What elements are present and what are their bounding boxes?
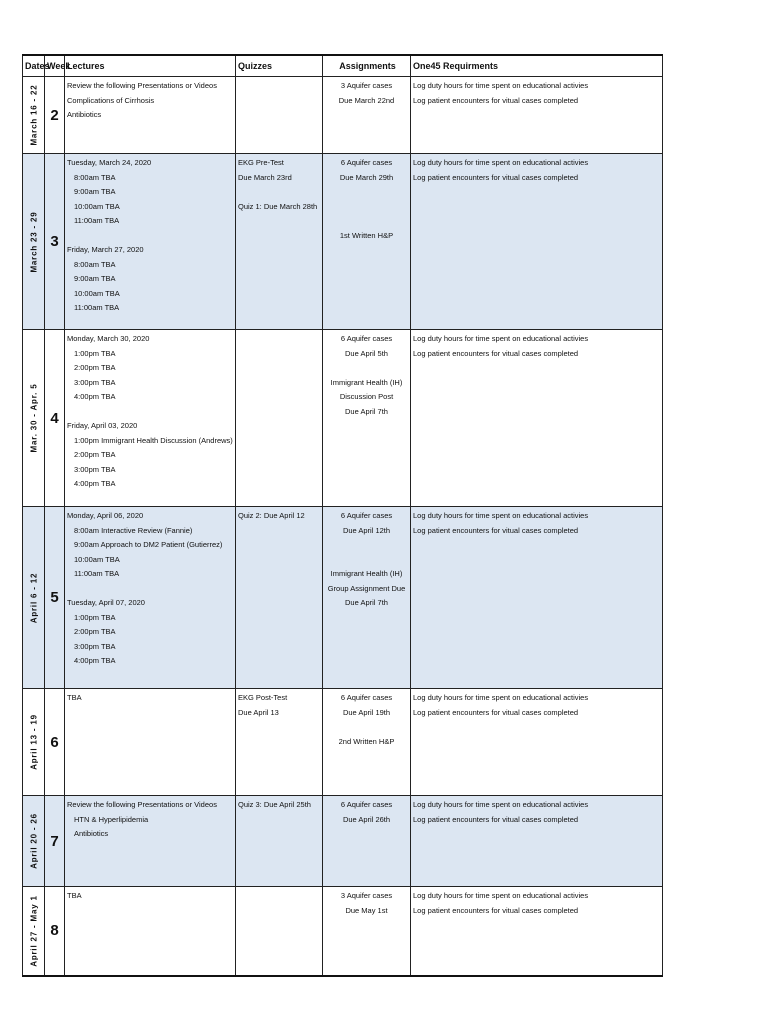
header-row	[23, 55, 663, 77]
lectures-line: Monday, April 06, 2020	[67, 511, 144, 520]
dates-cell	[23, 507, 45, 689]
quizzes-cell	[236, 330, 323, 507]
table-row	[23, 154, 663, 330]
one45-line: Log duty hours for time spent on educational activies	[413, 693, 589, 702]
lectures-line: 10:00am TBA	[74, 554, 120, 564]
date-range-label: April 13 - 19	[29, 714, 38, 770]
week-number: 8	[45, 887, 65, 976]
lectures-line: 11:00am TBA	[74, 303, 120, 312]
lectures-line: 1:00pm TBA	[74, 612, 116, 622]
assignments-line: Group Assignment Due	[327, 583, 406, 593]
assignments-line: Due April 7th	[345, 406, 388, 416]
lectures-line: TBA	[67, 693, 82, 702]
one45-cell	[411, 887, 663, 976]
assignments-line: Due April 7th	[345, 598, 388, 607]
lectures-cell	[65, 507, 236, 689]
assignments-line: Due April 12th	[342, 525, 391, 535]
lectures-line: 9:00am TBA	[74, 274, 116, 283]
lectures-line: 10:00am TBA	[74, 288, 120, 298]
lectures-cell	[65, 77, 236, 154]
assignments-cell	[323, 77, 411, 154]
week-number: 3	[45, 154, 65, 330]
quizzes-line	[238, 185, 320, 200]
lectures-line: 9:00am Approach to DM2 Patient (Gutierrez)	[74, 540, 223, 549]
one45-cell	[411, 77, 663, 154]
assignments-cell	[323, 887, 411, 976]
lectures-line: 1:00pm Immigrant Health Discussion (Andrews)	[74, 435, 233, 445]
lectures-line: 8:00am Interactive Review (Fannie)	[74, 525, 193, 535]
table-row	[23, 887, 663, 976]
week-number: 2	[45, 77, 65, 154]
assignments-line: Due April 26th	[342, 814, 391, 824]
quizzes-line: Quiz 1: Due March 28th	[238, 201, 318, 211]
lectures-line: 2:00pm TBA	[74, 450, 116, 459]
assignments-cell	[323, 330, 411, 507]
date-range-label: Mar. 30 - Apr. 5	[29, 383, 38, 453]
week-number: 4	[45, 330, 65, 507]
quizzes-cell	[236, 507, 323, 689]
date-range-label: March 23 - 29	[29, 210, 38, 273]
lectures-line: Friday, March 27, 2020	[67, 245, 144, 254]
assignments-line: 2nd Written H&P	[338, 736, 395, 746]
header-assignments: Assignments	[323, 55, 411, 77]
one45-cell	[411, 689, 663, 796]
lectures-line: TBA	[67, 891, 82, 900]
lectures-line: 3:00pm TBA	[74, 641, 116, 651]
lectures-line: Monday, March 30, 2020	[67, 334, 150, 343]
lectures-line: Friday, April 03, 2020	[67, 421, 138, 430]
date-range-label: April 6 - 12	[29, 572, 38, 623]
schedule-sheet	[22, 54, 662, 977]
dates-cell	[23, 689, 45, 796]
dates-cell	[23, 887, 45, 976]
quizzes-line: Quiz 3: Due April 25th	[238, 800, 311, 809]
assignments-line	[325, 200, 408, 215]
quizzes-line: Due March 23rd	[238, 172, 292, 182]
assignments-line: Due March 29th	[339, 172, 394, 182]
schedule-table	[22, 54, 663, 977]
lectures-cell	[65, 330, 236, 507]
assignments-cell	[323, 689, 411, 796]
assignments-line	[325, 720, 408, 735]
table-row	[23, 330, 663, 507]
dates-cell	[23, 77, 45, 154]
assignments-line: 3 Aquifer cases	[340, 891, 393, 900]
one45-line: Log duty hours for time spent on educational activies	[413, 158, 589, 167]
lectures-line: 8:00am TBA	[74, 172, 116, 182]
quizzes-cell	[236, 154, 323, 330]
one45-line: Log patient encounters for vitual cases completed	[413, 814, 579, 824]
assignments-line: 1st Written H&P	[339, 230, 394, 240]
lectures-line: 4:00pm TBA	[74, 656, 116, 665]
lectures-line	[67, 582, 233, 597]
assignments-line: Immigrant Health (IH)	[330, 569, 403, 578]
one45-cell	[411, 796, 663, 887]
table-row	[23, 689, 663, 796]
lectures-line: 2:00pm TBA	[74, 363, 116, 372]
assignments-line	[325, 361, 408, 376]
one45-line: Log patient encounters for vitual cases completed	[413, 525, 579, 535]
one45-line: Log duty hours for time spent on educational activies	[413, 891, 589, 900]
quizzes-line: EKG Post-Test	[238, 693, 288, 702]
assignments-line: Immigrant Health (IH)	[330, 377, 403, 387]
week-number: 6	[45, 689, 65, 796]
lectures-line	[67, 405, 233, 420]
assignments-line: Due April 5th	[345, 348, 388, 358]
one45-line: Log patient encounters for vitual cases completed	[413, 348, 579, 358]
assignments-line: Due March 22nd	[338, 95, 395, 105]
table-row	[23, 796, 663, 887]
assignments-line: 6 Aquifer cases	[340, 334, 393, 343]
table-row	[23, 507, 663, 689]
quizzes-cell	[236, 77, 323, 154]
lectures-line: Complications of Cirrhosis	[67, 95, 155, 105]
lectures-cell	[65, 689, 236, 796]
lectures-cell	[65, 154, 236, 330]
assignments-line	[325, 185, 408, 200]
assignments-line	[325, 214, 408, 229]
assignments-line	[325, 553, 408, 568]
table-row	[23, 77, 663, 154]
week-number: 7	[45, 796, 65, 887]
lectures-line: 1:00pm TBA	[74, 348, 116, 358]
quizzes-line: Due April 13	[238, 707, 279, 717]
lectures-line: 2:00pm TBA	[74, 627, 116, 636]
lectures-line: 11:00am TBA	[74, 569, 120, 578]
header-lectures: Lectures	[65, 55, 236, 77]
week-number: 5	[45, 507, 65, 689]
lectures-cell	[65, 887, 236, 976]
quizzes-cell	[236, 689, 323, 796]
assignments-line: 3 Aquifer cases	[340, 81, 393, 90]
header-quizzes: Quizzes	[236, 55, 323, 77]
quizzes-line: Quiz 2: Due April 12	[238, 511, 305, 520]
assignments-cell	[323, 796, 411, 887]
header-week: Week	[45, 55, 65, 77]
lectures-line: 9:00am TBA	[74, 187, 116, 196]
assignments-line: 6 Aquifer cases	[340, 800, 393, 809]
lectures-line: 3:00pm TBA	[74, 377, 116, 387]
assignments-cell	[323, 154, 411, 330]
one45-line: Log duty hours for time spent on educational activies	[413, 800, 589, 809]
lectures-cell	[65, 796, 236, 887]
assignments-line: Due May 1st	[345, 905, 388, 915]
lectures-line	[67, 229, 233, 244]
assignments-line: 6 Aquifer cases	[340, 693, 393, 702]
lectures-line: 10:00am TBA	[74, 201, 120, 211]
lectures-line: Antibiotics	[67, 110, 102, 119]
lectures-line: Antibiotics	[74, 829, 109, 838]
assignments-line: 6 Aquifer cases	[340, 511, 393, 520]
assignments-line: 6 Aquifer cases	[340, 158, 393, 167]
quizzes-cell	[236, 887, 323, 976]
schedule-body	[23, 77, 663, 976]
one45-line: Log duty hours for time spent on educational activies	[413, 334, 589, 343]
lectures-line: Tuesday, March 24, 2020	[67, 158, 152, 167]
dates-cell	[23, 330, 45, 507]
date-range-label: April 20 - 26	[29, 813, 38, 869]
one45-cell	[411, 154, 663, 330]
one45-line: Log patient encounters for vitual cases completed	[413, 172, 579, 182]
one45-line: Log duty hours for time spent on educational activies	[413, 511, 589, 520]
lectures-line: Review the following Presentations or Videos	[67, 800, 217, 809]
assignments-line	[325, 538, 408, 553]
lectures-line: 3:00pm TBA	[74, 464, 116, 474]
one45-line: Log patient encounters for vitual cases completed	[413, 95, 579, 105]
lectures-line: 11:00am TBA	[74, 216, 120, 225]
quizzes-cell	[236, 796, 323, 887]
assignments-line: Discussion Post	[339, 392, 394, 401]
assignments-cell	[323, 507, 411, 689]
lectures-line: Review the following Presentations or Videos	[67, 81, 217, 90]
one45-line: Log patient encounters for vitual cases completed	[413, 707, 579, 717]
header-one45: One45 Requirments	[411, 55, 663, 77]
header-dates: Dates	[23, 55, 45, 77]
assignments-line: Due April 19th	[342, 707, 391, 717]
dates-cell	[23, 796, 45, 887]
date-range-label: March 16 - 22	[29, 84, 38, 146]
one45-cell	[411, 507, 663, 689]
lectures-line: HTN & Hyperlipidemia	[74, 814, 149, 824]
lectures-line: 4:00pm TBA	[74, 479, 116, 488]
one45-cell	[411, 330, 663, 507]
date-range-label: April 27 - May 1	[29, 895, 38, 967]
one45-line: Log patient encounters for vitual cases completed	[413, 905, 579, 915]
quizzes-line: EKG Pre-Test	[238, 158, 284, 167]
one45-line: Log duty hours for time spent on educational activies	[413, 81, 589, 90]
lectures-line: 4:00pm TBA	[74, 392, 116, 401]
lectures-line: 8:00am TBA	[74, 259, 116, 269]
dates-cell	[23, 154, 45, 330]
lectures-line: Tuesday, April 07, 2020	[67, 598, 145, 607]
